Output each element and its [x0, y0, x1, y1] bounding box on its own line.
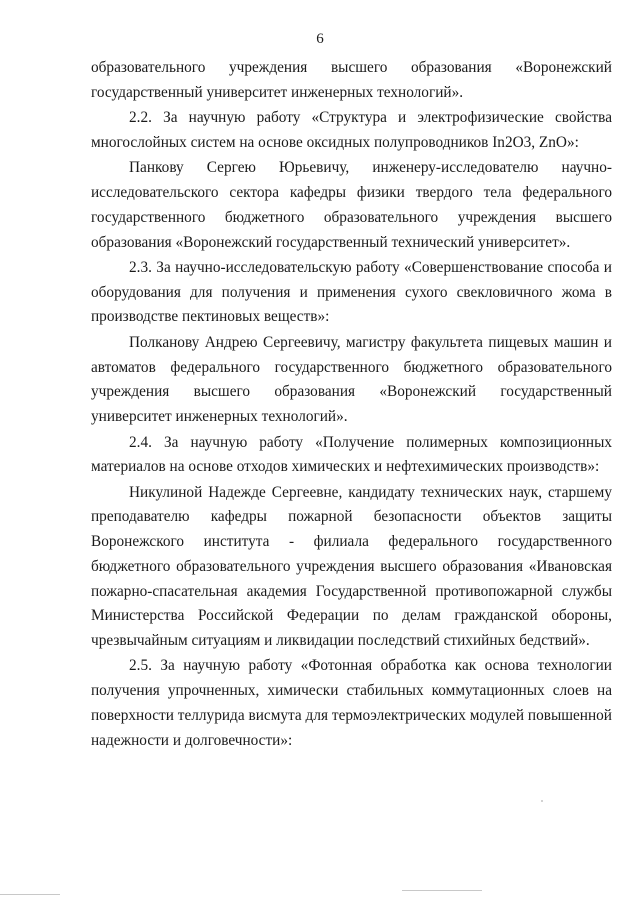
- award-item-2-4-heading: 2.4. За научную работу «Получение полимерных композиционных материалов на основе отходов химических и нефтехимических производств»:: [91, 433, 612, 476]
- award-item-2-3-recipient: Полканову Андрею Сергеевичу, магистру факультета пищевых машин и автоматов федерального государственного бюджетного образовательного учреждения высшего образования «Воронежский государственный университет инженерных технологий».: [91, 333, 612, 426]
- paragraph-continuation: образовательного учреждения высшего образования «Воронежский государственный университет инженерных технологий».: [91, 59, 612, 101]
- scan-artifact-dot: [541, 800, 543, 802]
- award-item-2-2-heading: 2.2. За научную работу «Структура и электрофизические свойства многослойных систем на основе оксидных полупроводников In2O3, ZnO»:: [91, 109, 612, 151]
- scan-artifact-line: [0, 894, 60, 895]
- scan-artifact-line: [402, 890, 482, 891]
- award-item-2-4-recipient: Никулиной Надежде Сергеевне, кандидату технических наук, старшему преподавателю кафедры пожарной безопасности объектов защиты Воронежского института - филиала федерального государственного бюджетного образовательного учреждения высшего образования «Ивановская пожарно-спасательная академия Государственной противопожарной службы Министерства Российской Федерации по делам гражданской обороны, чрезвычайным ситуациям и ликвидации последствий стихийных бедствий».: [91, 483, 612, 649]
- award-item-2-5-heading: 2.5. За научную работу «Фотонная обработка как основа технологии получения упрочненных, химически стабильных коммутационных слоев на поверхности теллурида висмута для термоэлектрических модулей повышенной надежности и долговечности»:: [91, 657, 612, 749]
- page-number: 6: [316, 31, 324, 47]
- award-item-2-3-heading: 2.3. За научно-исследовательскую работу «Совершенствование способа и оборудования для получения и применения сухого свекловичного жома в производстве пектиновых веществ»:: [91, 259, 612, 326]
- award-item-2-2-recipient: Панкову Сергею Юрьевичу, инженеру-исследователю научно-исследовательского сектора кафедры физики твердого тела федерального государственного бюджетного образовательного учреждения высшего образования «Воронежский государственный технический университет».: [91, 159, 612, 251]
- document-body: [91, 56, 612, 754]
